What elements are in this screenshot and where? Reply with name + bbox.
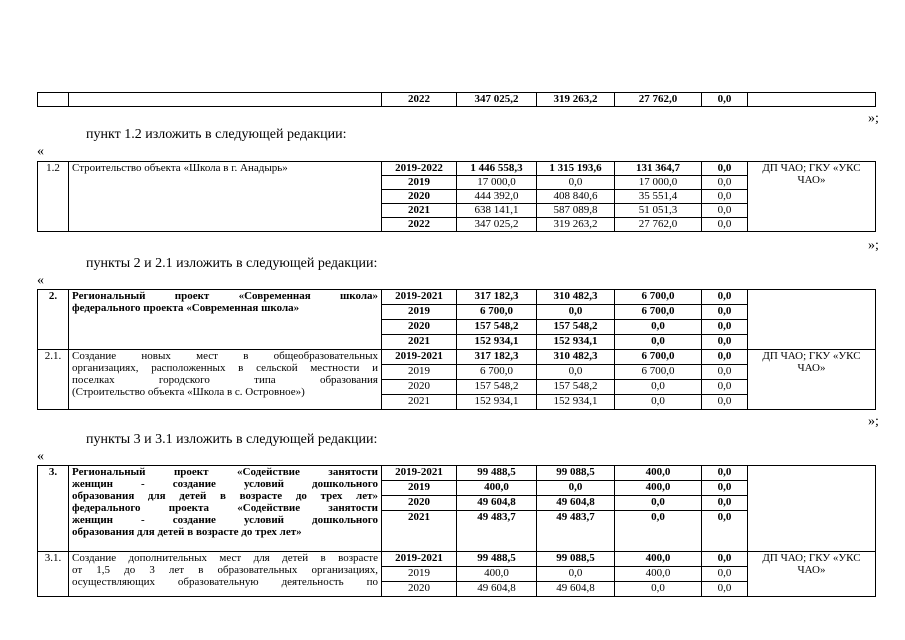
value-cell: 49 483,7 bbox=[537, 511, 615, 552]
table-row bbox=[38, 552, 876, 567]
value-cell: 400,0 bbox=[457, 567, 537, 582]
year-cell: 2021 bbox=[382, 204, 457, 218]
value-cell: 49 604,8 bbox=[457, 496, 537, 511]
value-cell: 6 700,0 bbox=[457, 305, 537, 320]
year-cell: 2019-2021 bbox=[382, 552, 457, 567]
value-cell: 131 364,7 bbox=[615, 162, 702, 176]
value-cell: 310 482,3 bbox=[537, 290, 615, 305]
item-name-line: Создание дополнительных мест для детей в возрасте bbox=[72, 552, 378, 564]
value-cell: 6 700,0 bbox=[615, 365, 702, 380]
year-cell: 2021 bbox=[382, 395, 457, 410]
value-cell: 317 182,3 bbox=[457, 290, 537, 305]
year-cell: 2019 bbox=[382, 567, 457, 582]
year-cell: 2020 bbox=[382, 190, 457, 204]
table-item-1-2 bbox=[37, 161, 876, 232]
value-cell: 400,0 bbox=[615, 552, 702, 567]
year-cell: 2019 bbox=[382, 365, 457, 380]
value-cell: 319 263,2 bbox=[537, 218, 615, 232]
value-cell: 0,0 bbox=[702, 93, 748, 107]
item-name-line: Региональный проект «Содействие занятости bbox=[72, 466, 378, 478]
value-cell: 0,0 bbox=[615, 335, 702, 350]
value-cell: 99 088,5 bbox=[537, 552, 615, 567]
item-name: Строительство объекта «Школа в г. Анадырь» bbox=[69, 162, 382, 232]
table-items-3 bbox=[37, 465, 876, 597]
table-row bbox=[38, 290, 876, 305]
table-row bbox=[38, 466, 876, 481]
item-number: 3.1. bbox=[38, 552, 69, 597]
item-number: 2. bbox=[38, 290, 69, 350]
year-cell: 2019-2021 bbox=[382, 466, 457, 481]
value-cell: 157 548,2 bbox=[457, 320, 537, 335]
value-cell: 0,0 bbox=[702, 176, 748, 190]
value-cell: 0,0 bbox=[702, 380, 748, 395]
value-cell: 17 000,0 bbox=[615, 176, 702, 190]
item-name bbox=[69, 466, 382, 552]
year-cell: 2020 bbox=[382, 496, 457, 511]
item-name-line: образования для детей в возрасте до трех лет» bbox=[72, 490, 378, 502]
value-cell: 157 548,2 bbox=[537, 320, 615, 335]
year-cell: 2020 bbox=[382, 320, 457, 335]
item-number: 2.1. bbox=[38, 350, 69, 410]
year-cell: 2019-2021 bbox=[382, 290, 457, 305]
value-cell: 0,0 bbox=[702, 305, 748, 320]
value-cell: 99 488,5 bbox=[457, 552, 537, 567]
value-cell: 49 604,8 bbox=[457, 582, 537, 597]
closing-quote-mark: »; bbox=[868, 414, 879, 429]
value-cell: 6 700,0 bbox=[615, 290, 702, 305]
value-cell: 0,0 bbox=[615, 395, 702, 410]
opening-quote-mark: « bbox=[37, 449, 44, 464]
item-name bbox=[69, 290, 382, 350]
item-name-line: организациях, расположенных в сельской местности и bbox=[72, 362, 378, 374]
value-cell: 49 483,7 bbox=[457, 511, 537, 552]
value-cell: 0,0 bbox=[702, 162, 748, 176]
value-cell: 400,0 bbox=[615, 481, 702, 496]
value-cell: 0,0 bbox=[702, 290, 748, 305]
year-cell: 2021 bbox=[382, 335, 457, 350]
year-cell: 2019-2022 bbox=[382, 162, 457, 176]
value-cell: 0,0 bbox=[702, 335, 748, 350]
table-row bbox=[38, 350, 876, 365]
table-row bbox=[38, 162, 876, 176]
value-cell: 444 392,0 bbox=[457, 190, 537, 204]
year-cell: 2019 bbox=[382, 176, 457, 190]
top-table-fragment bbox=[37, 92, 876, 107]
value-cell: 0,0 bbox=[615, 582, 702, 597]
value-cell: 157 548,2 bbox=[457, 380, 537, 395]
year-cell: 2020 bbox=[382, 582, 457, 597]
paragraph-instruction-1: пункт 1.2 изложить в следующей редакции: bbox=[86, 127, 347, 142]
item-name-line: Создание новых мест в общеобразовательных bbox=[72, 350, 378, 362]
value-cell: 0,0 bbox=[702, 190, 748, 204]
item-name-line: (Строительство объекта «Школа в с. Островное») bbox=[72, 386, 305, 398]
value-cell: 152 934,1 bbox=[537, 395, 615, 410]
item-name-line: федерального проекта «Современная школа» bbox=[72, 302, 300, 314]
item-name-line: от 1,5 до 3 лет в образовательных организациях, bbox=[72, 564, 378, 576]
value-cell: 0,0 bbox=[537, 365, 615, 380]
value-cell: 0,0 bbox=[702, 552, 748, 567]
year-cell: 2022 bbox=[382, 218, 457, 232]
value-cell: 0,0 bbox=[702, 395, 748, 410]
closing-quote-mark: »; bbox=[868, 238, 879, 253]
year-cell: 2019-2021 bbox=[382, 350, 457, 365]
value-cell: 0,0 bbox=[615, 511, 702, 552]
value-cell: 6 700,0 bbox=[615, 350, 702, 365]
opening-quote-mark: « bbox=[37, 144, 44, 159]
value-cell: 0,0 bbox=[615, 380, 702, 395]
value-cell: 347 025,2 bbox=[457, 93, 537, 107]
opening-quote-mark: « bbox=[37, 273, 44, 288]
value-cell: 1 446 558,3 bbox=[457, 162, 537, 176]
value-cell: 6 700,0 bbox=[615, 305, 702, 320]
value-cell: 27 762,0 bbox=[615, 218, 702, 232]
value-cell: 0,0 bbox=[702, 204, 748, 218]
value-cell: 1 315 193,6 bbox=[537, 162, 615, 176]
value-cell: 0,0 bbox=[702, 481, 748, 496]
value-cell: 152 934,1 bbox=[457, 335, 537, 350]
closing-quote-mark: »; bbox=[868, 111, 879, 126]
item-name-line: поселках городского типа образования bbox=[72, 374, 378, 386]
value-cell: 0,0 bbox=[702, 466, 748, 481]
value-cell: 0,0 bbox=[702, 350, 748, 365]
value-cell: 35 551,4 bbox=[615, 190, 702, 204]
value-cell: 0,0 bbox=[702, 218, 748, 232]
value-cell: 0,0 bbox=[615, 320, 702, 335]
value-cell: 99 088,5 bbox=[537, 466, 615, 481]
value-cell: 51 051,3 bbox=[615, 204, 702, 218]
executor-cell: ДП ЧАО; ГКУ «УКС ЧАО» bbox=[748, 162, 876, 232]
value-cell: 0,0 bbox=[702, 365, 748, 380]
value-cell: 152 934,1 bbox=[457, 395, 537, 410]
value-cell: 400,0 bbox=[615, 567, 702, 582]
value-cell: 0,0 bbox=[537, 305, 615, 320]
value-cell: 157 548,2 bbox=[537, 380, 615, 395]
year-cell: 2019 bbox=[382, 305, 457, 320]
value-cell: 0,0 bbox=[537, 481, 615, 496]
value-cell: 638 141,1 bbox=[457, 204, 537, 218]
value-cell: 0,0 bbox=[702, 496, 748, 511]
year-cell: 2020 bbox=[382, 380, 457, 395]
value-cell: 152 934,1 bbox=[537, 335, 615, 350]
value-cell: 0,0 bbox=[702, 320, 748, 335]
value-cell: 0,0 bbox=[702, 582, 748, 597]
value-cell: 0,0 bbox=[702, 567, 748, 582]
value-cell: 6 700,0 bbox=[457, 365, 537, 380]
year-cell: 2019 bbox=[382, 481, 457, 496]
value-cell: 319 263,2 bbox=[537, 93, 615, 107]
value-cell: 400,0 bbox=[457, 481, 537, 496]
item-number: 1.2 bbox=[38, 162, 69, 232]
value-cell: 99 488,5 bbox=[457, 466, 537, 481]
value-cell: 310 482,3 bbox=[537, 350, 615, 365]
paragraph-instruction-2: пункты 2 и 2.1 изложить в следующей редакции: bbox=[86, 256, 378, 271]
paragraph-instruction-3: пункты 3 и 3.1 изложить в следующей редакции: bbox=[86, 432, 378, 447]
value-cell: 400,0 bbox=[615, 466, 702, 481]
value-cell: 317 182,3 bbox=[457, 350, 537, 365]
value-cell: 49 604,8 bbox=[537, 582, 615, 597]
item-name-line: Региональный проект «Современная школа» bbox=[72, 290, 378, 302]
value-cell: 49 604,8 bbox=[537, 496, 615, 511]
year-cell: 2021 bbox=[382, 511, 457, 552]
item-name-line: женщин - создание условий дошкольного bbox=[72, 478, 378, 490]
value-cell: 0,0 bbox=[537, 567, 615, 582]
item-number: 3. bbox=[38, 466, 69, 552]
executor-cell: ДП ЧАО; ГКУ «УКС ЧАО» bbox=[748, 350, 876, 410]
table-row bbox=[38, 93, 876, 107]
value-cell: 347 025,2 bbox=[457, 218, 537, 232]
value-cell: 587 089,8 bbox=[537, 204, 615, 218]
item-name-line: женщин - создание условий дошкольного bbox=[72, 514, 378, 526]
item-name-line: образования для детей в возрасте до трех лет» bbox=[72, 526, 302, 538]
item-name bbox=[69, 552, 382, 597]
executor-cell: ДП ЧАО; ГКУ «УКС ЧАО» bbox=[748, 552, 876, 597]
value-cell: 0,0 bbox=[615, 496, 702, 511]
item-name bbox=[69, 350, 382, 410]
year-cell: 2022 bbox=[382, 93, 457, 107]
table-items-2 bbox=[37, 289, 876, 410]
item-name-line: осуществляющих образовательную деятельность по bbox=[72, 576, 378, 588]
item-name-line: федерального проекта «Содействие занятости bbox=[72, 502, 378, 514]
value-cell: 408 840,6 bbox=[537, 190, 615, 204]
value-cell: 27 762,0 bbox=[615, 93, 702, 107]
value-cell: 17 000,0 bbox=[457, 176, 537, 190]
value-cell: 0,0 bbox=[702, 511, 748, 552]
value-cell: 0,0 bbox=[537, 176, 615, 190]
